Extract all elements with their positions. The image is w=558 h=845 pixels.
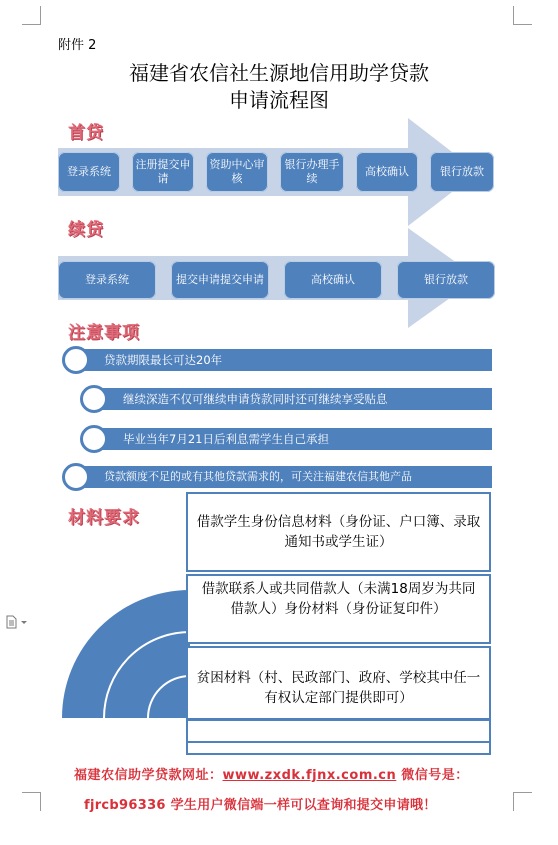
attachment-label: 附件 2 xyxy=(58,38,97,53)
renewal-step-3: 高校确认 xyxy=(284,261,382,299)
material-blank-row-1 xyxy=(186,719,491,743)
page-title-line-2: 申请流程图 xyxy=(229,88,329,112)
note-item-2: 继续深造不仅可继续申请贷款同时还可继续享受贴息 xyxy=(89,388,492,410)
material-blank-row-2 xyxy=(186,741,491,755)
footer-website-link[interactable]: www.zxdk.fjnx.com.cn xyxy=(222,768,397,783)
renewal-title: 续贷 xyxy=(68,220,104,240)
footer-wechat-id: fjrcb96336 xyxy=(84,798,166,813)
material-item-2: 借款联系人或共同借款人（未满18周岁为共同借款人）身份材料（身份证复印件） xyxy=(186,574,491,644)
footer-wechat-prefix: 微信号是： xyxy=(396,768,469,783)
material-item-3: 贫困材料（村、民政部门、政府、学校其中任一有权认定部门提供即可） xyxy=(186,646,491,720)
note-item-1: 贷款期限最长可达20年 xyxy=(70,349,492,371)
note-item-4: 贷款额度不足的或有其他贷款需求的，可关注福建农信其他产品 xyxy=(70,466,492,488)
corner-mark-bottom-left xyxy=(22,792,41,811)
renewal-step-2: 提交申请提交申请 xyxy=(171,261,269,299)
note-bullet-4 xyxy=(62,463,90,491)
material-item-1: 借款学生身份信息材料（身份证、户口簿、录取通知书或学生证） xyxy=(186,492,491,572)
materials-title: 材料要求 xyxy=(68,508,140,528)
note-bullet-3 xyxy=(80,425,108,453)
first-loan-step-4: 银行办理手续 xyxy=(280,152,344,192)
page-title-line-1: 福建省农信社生源地信用助学贷款 xyxy=(129,61,429,85)
note-bullet-2 xyxy=(80,385,108,413)
note-item-3: 毕业当年7月21日后利息需学生自己承担 xyxy=(89,428,492,450)
footer-line-2 xyxy=(84,794,524,813)
footer-website-prefix: 福建农信助学贷款网址： xyxy=(74,768,223,783)
first-loan-step-6: 银行放款 xyxy=(430,152,494,192)
document-icon[interactable] xyxy=(6,614,28,633)
corner-mark-top-right xyxy=(513,6,532,25)
note-bullet-1 xyxy=(62,346,90,374)
notes-title: 注意事项 xyxy=(68,323,140,343)
first-loan-step-3: 资助中心审核 xyxy=(206,152,268,192)
footer-wechat-note: 学生用户微信端一样可以查询和提交申请哦！ xyxy=(165,798,437,813)
page-title xyxy=(0,60,558,114)
corner-mark-top-left xyxy=(22,6,41,25)
renewal-step-4: 银行放款 xyxy=(397,261,495,299)
footer-line-1 xyxy=(74,764,514,783)
first-loan-step-5: 高校确认 xyxy=(356,152,418,192)
first-loan-step-2: 注册提交申请 xyxy=(132,152,194,192)
renewal-step-1: 登录系统 xyxy=(58,261,156,299)
first-loan-title: 首贷 xyxy=(68,123,104,143)
first-loan-step-1: 登录系统 xyxy=(58,152,120,192)
